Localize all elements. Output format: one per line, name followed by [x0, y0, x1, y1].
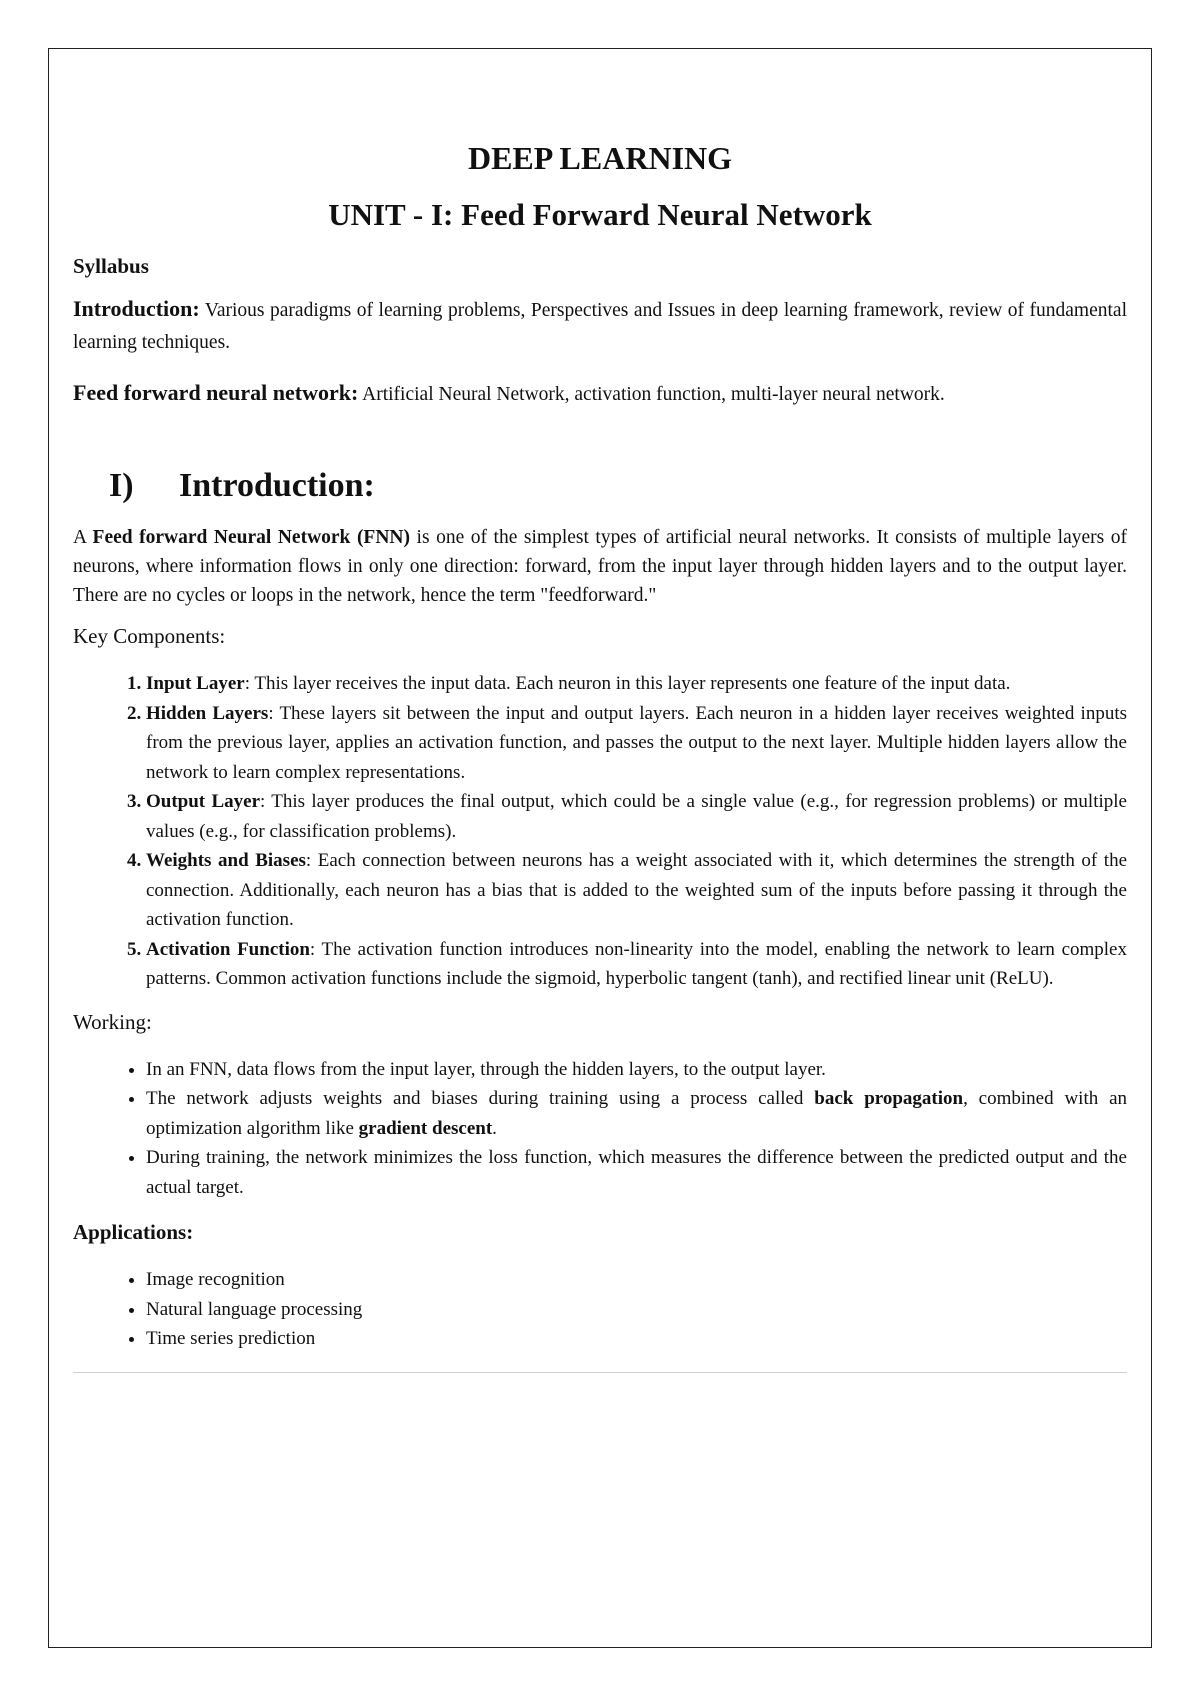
- applications-list: [73, 1265, 1127, 1354]
- list-item: [146, 1143, 1127, 1202]
- divider: [73, 1372, 1127, 1373]
- syllabus-heading: Syllabus: [73, 254, 149, 279]
- intro-paragraph-text: is one of the simplest types of artificial neural networks. It consists of multiple layers of neurons, where information flows in only one direction: forward, from the input layer through hidden layers and to the output layer. There are no cycles or loops in the network, hence the term "feedforward.": [73, 527, 1127, 607]
- syllabus-introduction-label: Introduction:: [73, 296, 200, 322]
- list-item: • Image recognition: [146, 1265, 1127, 1295]
- list-item-text: : The activation function introduces non-linearity into the model, enabling the network to learn complex patterns. Common activation functions include the sigmoid, hyperbolic tangent (tanh), and rectified linear unit (ReLU).: [146, 938, 1127, 990]
- list-item-term: Input Layer: [146, 673, 245, 695]
- intro-paragraph-prefix: A: [73, 527, 93, 549]
- working-heading: Working:: [73, 1009, 152, 1034]
- section-number: I): [109, 467, 134, 505]
- list-item-text: During training, the network minimizes the loss function, which measures the difference between the predicted output and the actual target.: [146, 1147, 1127, 1198]
- intro-paragraph: [73, 523, 1127, 610]
- list-item-text: , combined with an optimization algorithm like: [146, 1088, 1127, 1139]
- list-item: [146, 846, 1127, 935]
- section-heading: [109, 467, 1127, 505]
- key-components-heading: Key Components:: [73, 624, 226, 649]
- list-item-term: back propagation: [814, 1088, 964, 1110]
- key-components-list: [73, 669, 1127, 994]
- working-list: [73, 1055, 1127, 1203]
- syllabus-introduction: [73, 293, 1127, 359]
- document-title: DEEP LEARNING: [467, 140, 733, 176]
- list-item-text: In an FNN, data flows from the input layer, through the hidden layers, to the output layer.: [146, 1058, 826, 1080]
- list-item-text: : These layers sit between the input and output layers. Each neuron in a hidden layer receives weighted inputs from the previous layer, applies an activation function, and passes the output to the next layer. Multiple hidden layers allow the network to learn complex representations.: [146, 702, 1128, 783]
- list-item: [146, 787, 1127, 846]
- list-item-text: : This layer receives the input data. Each neuron in this layer represents one feature of the input data.: [244, 673, 1011, 695]
- list-item: [146, 1055, 1127, 1085]
- document-subtitle: UNIT - I: Feed Forward Neural Network: [328, 196, 872, 232]
- list-item-text: : This layer produces the final output, which could be a single value (e.g., for regression problems) or multiple values (e.g., for classification problems).: [146, 791, 1127, 842]
- list-item: [146, 699, 1127, 788]
- intro-paragraph-term: Feed forward Neural Network (FNN): [92, 527, 411, 549]
- document-content: [73, 140, 1127, 1373]
- syllabus-ffnn-label: Feed forward neural network:: [73, 380, 359, 406]
- list-item-text: The network adjusts weights and biases during training using a process called: [146, 1088, 815, 1110]
- list-item: [146, 935, 1127, 994]
- applications-heading: Applications:: [73, 1220, 194, 1245]
- syllabus-ffnn: [73, 377, 1127, 411]
- list-item-term: Hidden Layers: [146, 702, 269, 724]
- syllabus-ffnn-text: Artificial Neural Network, activation function, multi-layer neural network.: [358, 384, 945, 406]
- list-item-term: Output Layer: [146, 791, 260, 813]
- list-item-text: : Each connection between neurons has a weight associated with it, which determines the strength of the connection. Additionally, each neuron has a bias that is added to the weighted sum of the inputs before passing it through the activation function.: [146, 850, 1127, 931]
- list-item-text: .: [492, 1117, 497, 1139]
- list-item-term: Weights and Biases: [146, 850, 306, 872]
- list-item: [146, 669, 1127, 699]
- section-title: Introduction:: [179, 467, 375, 505]
- list-item: [146, 1084, 1127, 1143]
- syllabus-introduction-text: Various paradigms of learning problems, Perspectives and Issues in deep learning framework, review of fundamental learning techniques.: [73, 300, 1127, 354]
- list-item-term: gradient descent: [358, 1117, 493, 1139]
- list-item: • Natural language processing: [146, 1295, 1127, 1325]
- list-item-term: Activation Function: [146, 938, 310, 960]
- list-item: • Time series prediction: [146, 1324, 1127, 1354]
